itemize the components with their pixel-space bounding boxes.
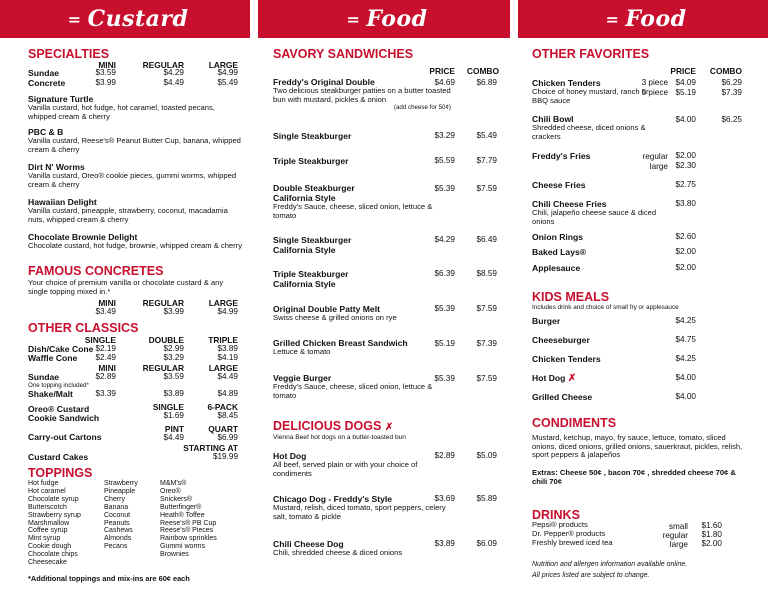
col-header: COMBO — [709, 66, 742, 76]
item-name: Hot Dog ✗ — [532, 373, 577, 384]
price: $3.59 — [163, 372, 184, 381]
menu-item: Chicago Dog - Freddy's Style Mustard, relish, diced tomato, sport peppers, celery salt, tomato & pickle — [273, 494, 446, 521]
price: $4.99 — [217, 68, 238, 77]
price: $1.60 — [701, 521, 722, 530]
item-name: Cheeseburger — [532, 335, 590, 345]
price: $1.69 — [163, 411, 184, 420]
item-name: Carry-out Cartons — [28, 432, 102, 442]
price: $5.49 — [217, 78, 238, 87]
price: $3.69 — [434, 494, 455, 503]
price: $2.75 — [675, 180, 696, 189]
hot-dog-icon: ✗ — [384, 422, 394, 433]
price: $3.80 — [675, 199, 696, 208]
price: $2.00 — [675, 263, 696, 272]
toppings-list: Strawberry Pineapple Cherry Banana Coconut Peanuts Cashews Almonds Pecans — [104, 480, 138, 551]
menu-item: Signature Turtle Vanilla custard, hot fudge, hot caramel, toasted pecans, whipped cream & cherry — [28, 94, 215, 121]
price: $4.69 — [434, 78, 455, 87]
price: $3.99 — [95, 78, 116, 87]
legal-note: Nutrition and allergen information available online. — [532, 561, 688, 568]
combo-price: $7.79 — [476, 156, 497, 165]
price: $8.45 — [217, 411, 238, 420]
combo-price: $6.29 — [721, 78, 742, 87]
banner-title: Custard — [87, 6, 189, 32]
menu-item: Chicken Tenders Choice of honey mustard, ranch or BBQ sauce — [532, 78, 649, 105]
price: $4.49 — [163, 78, 184, 87]
price: $2.89 — [95, 372, 116, 381]
col-header: PRICE — [670, 66, 696, 76]
custard-column — [28, 44, 242, 596]
combo-price: $6.09 — [476, 539, 497, 548]
col-header: STARTING AT — [183, 443, 238, 453]
price: $4.89 — [217, 389, 238, 398]
col-header: TRIPLE — [208, 335, 238, 345]
price: $2.60 — [675, 232, 696, 241]
price: $2.00 — [701, 539, 722, 548]
size-label: 3 piece — [641, 78, 668, 87]
price: $5.19 — [675, 88, 696, 97]
price: $3.59 — [95, 68, 116, 77]
size-label: large — [649, 162, 668, 171]
col-header: MINI — [98, 363, 116, 373]
price: $4.00 — [675, 373, 696, 382]
item-name: Burger — [532, 316, 561, 326]
col-header: SINGLE — [84, 335, 116, 345]
price: $3.29 — [434, 131, 455, 140]
banner-food-right: = Food — [518, 0, 768, 38]
section-title: OTHER FAVORITES — [532, 47, 650, 61]
food-column-middle — [273, 44, 501, 596]
item-name: Chicken Tenders — [532, 354, 601, 364]
price: $2.00 — [675, 247, 696, 256]
combo-price: $7.39 — [721, 88, 742, 97]
item-name: Waffle Cone — [28, 353, 78, 363]
banner-title: Food — [625, 6, 687, 32]
price: $4.29 — [163, 68, 184, 77]
food-column-right — [532, 44, 746, 596]
price: $3.39 — [95, 389, 116, 398]
item-name: Sundae — [28, 68, 60, 78]
col-header: MINI — [98, 298, 116, 308]
price: $6.99 — [217, 433, 238, 442]
menu-item: Hawaiian Delight Vanilla custard, pineapple, strawberry, coconut, macadamia nuts, whipped cream & cherry — [28, 197, 228, 224]
price: $2.49 — [95, 353, 116, 362]
menu-item: Dirt N' Worms Vanilla custard, Oreo® cookie pieces, gummi worms, whipped cream & cherry — [28, 162, 237, 189]
price: $4.99 — [217, 307, 238, 316]
item-name: Shake/Malt — [28, 389, 73, 399]
drink-item: Freshly brewed iced tea — [532, 538, 613, 547]
section-title: TOPPINGS — [28, 466, 93, 480]
section-title: DELICIOUS DOGS ✗ — [273, 419, 394, 433]
menu-item: Single Steakburger California Style — [273, 235, 352, 255]
item-name: Oreo® Custard — [28, 404, 90, 414]
col-header: DOUBLE — [148, 335, 184, 345]
price: $5.19 — [434, 339, 455, 348]
size-label: 5 piece — [641, 88, 668, 97]
section-title: SAVORY SANDWICHES — [273, 47, 414, 61]
price: $2.19 — [95, 344, 116, 353]
item-name: Triple Steakburger — [273, 156, 349, 166]
section-title: CONDIMENTS — [532, 416, 617, 430]
col-header: QUART — [208, 424, 238, 434]
item-name: Cheese Fries — [532, 180, 586, 190]
size-label: small — [668, 522, 688, 531]
section-desc: Includes drink and choice of small fry or applesauce — [532, 304, 679, 311]
combo-price: $7.39 — [476, 339, 497, 348]
combo-price: $5.49 — [476, 131, 497, 140]
item-name: Custard Cakes — [28, 452, 89, 462]
price: $4.09 — [675, 78, 696, 87]
item-name: Applesauce — [532, 263, 581, 273]
col-header: PRICE — [429, 66, 455, 76]
col-header: 6-PACK — [207, 402, 238, 412]
hot-dog-icon: ✗ — [567, 373, 577, 384]
price: $3.99 — [163, 307, 184, 316]
banner-food-middle: = Food — [258, 0, 510, 38]
price: $6.39 — [434, 269, 455, 278]
menu-item: Chocolate Brownie Delight Chocolate custard, hot fudge, brownie, whipped cream & cherry — [28, 232, 243, 250]
menu-item: Chili Cheese Fries Chili, jalapeño cheese sauce & diced onions — [532, 199, 657, 226]
size-label: large — [669, 540, 688, 549]
item-name: Onion Rings — [532, 232, 584, 242]
section-title: SPECIALTIES — [28, 47, 110, 61]
col-header: MINI — [98, 60, 116, 70]
size-label: regular — [642, 152, 668, 161]
price: $3.89 — [163, 389, 184, 398]
price: $19.99 — [212, 452, 238, 461]
toppings-note: *Additional toppings and mix-ins are 60¢ each — [28, 574, 190, 583]
price: $3.89 — [217, 344, 238, 353]
price: $4.29 — [434, 235, 455, 244]
size-label: regular — [662, 531, 688, 540]
item-name: Cookie Sandwich — [28, 413, 100, 423]
price: $4.00 — [675, 115, 696, 124]
col-header: COMBO — [466, 66, 499, 76]
col-header: PINT — [164, 424, 184, 434]
menu-item: Freddy's Original Double Two delicious steakburger patties on a butter toasted bun with mustard, pickles & onion (add cheese for 50¢) — [273, 77, 451, 112]
item-name: Baked Lays® — [532, 247, 587, 257]
price: $2.30 — [675, 161, 696, 170]
item-note: One topping included* — [28, 382, 89, 389]
menu-item: Chili Bowl Shredded cheese, diced onions & crackers — [532, 114, 646, 141]
menu-item: Original Double Patty Melt Swiss cheese & grilled onions on rye — [273, 304, 397, 322]
combo-price: $7.59 — [476, 304, 497, 313]
menu-item: Double Steakburger California Style Freddy's Sauce, cheese, sliced onion, lettuce & tomato — [273, 183, 433, 220]
banner-custard: = Custard — [0, 0, 250, 38]
drink-item: Dr. Pepper® products — [532, 529, 606, 538]
price: $4.25 — [675, 316, 696, 325]
combo-price: $7.59 — [476, 184, 497, 193]
menu-item: Veggie Burger Freddy's Sauce, cheese, sliced onion, lettuce & tomato — [273, 373, 433, 400]
combo-price: $6.25 — [721, 115, 742, 124]
price: $4.49 — [217, 372, 238, 381]
condiments-extras: Extras: Cheese 50¢ , bacon 70¢ , shredded cheese 70¢ & chili 70¢ — [532, 468, 736, 486]
menu-item: Chili Cheese Dog Chili, shredded cheese & diced onions — [273, 539, 403, 557]
price: $5.39 — [434, 184, 455, 193]
price: $2.89 — [434, 451, 455, 460]
drink-item: Pepsi® products — [532, 520, 588, 529]
price: $5.39 — [434, 304, 455, 313]
combo-price: $6.89 — [476, 78, 497, 87]
price: $2.99 — [163, 344, 184, 353]
price: $4.25 — [675, 354, 696, 363]
section-title: OTHER CLASSICS — [28, 321, 139, 335]
item-name: Grilled Cheese — [532, 392, 593, 402]
price: $5.39 — [434, 374, 455, 383]
combo-price: $6.49 — [476, 235, 497, 244]
col-header: SINGLE — [152, 402, 184, 412]
price: $5.59 — [434, 156, 455, 165]
col-header: LARGE — [208, 298, 238, 308]
combo-price: $5.89 — [476, 494, 497, 503]
price: $4.49 — [163, 433, 184, 442]
section-desc: Vienna Beef hot dogs on a butter-toasted bun — [273, 434, 406, 441]
price: $3.29 — [163, 353, 184, 362]
item-name: Single Steakburger — [273, 131, 352, 141]
col-header: REGULAR — [142, 60, 184, 70]
price: $4.19 — [217, 353, 238, 362]
combo-price: $8.59 — [476, 269, 497, 278]
item-name: Sundae — [28, 372, 60, 382]
banner-title: Food — [366, 6, 428, 32]
item-name: Dish/Cake Cone — [28, 344, 94, 354]
price: $4.75 — [675, 335, 696, 344]
price: $1.80 — [701, 530, 722, 539]
col-header: LARGE — [208, 60, 238, 70]
menu-item: Grilled Chicken Breast Sandwich Lettuce & tomato — [273, 338, 408, 356]
toppings-list: M&M's® Oreo® Snickers® Butterfinger® Heath® Toffee Reese's® PB Cup Reese's® Pieces Rainbow sprinkles Gummi worms Brownies — [160, 480, 217, 559]
col-header: LARGE — [208, 363, 238, 373]
section-title: FAMOUS CONCRETES — [28, 264, 164, 278]
section-title: DRINKS — [532, 508, 580, 522]
section-title: KIDS MEALS — [532, 290, 610, 304]
price: $3.89 — [434, 539, 455, 548]
item-name: Concrete — [28, 78, 66, 88]
price: $2.00 — [675, 151, 696, 160]
price: $4.00 — [675, 392, 696, 401]
section-desc: Your choice of premium vanilla or chocolate custard & any single topping mixed in.* — [28, 278, 224, 296]
menu-item: Triple Steakburger California Style — [273, 269, 349, 289]
legal-note: All prices listed are subject to change. — [532, 572, 650, 579]
col-header: REGULAR — [142, 298, 184, 308]
item-name: Freddy's Fries — [532, 151, 591, 161]
menu-item: PBC & B Vanilla custard, Reese's® Peanut Butter Cup, banana, whipped cream & cherry — [28, 127, 241, 154]
toppings-list: Hot fudge Hot caramel Chocolate syrup Butterscotch Strawberry syrup Marshmallow Coffee syrup Mint syrup Cookie dough Chocolate chips Cheesecake — [28, 480, 81, 567]
menu-item: Hot Dog All beef, served plain or with your choice of condiments — [273, 451, 418, 478]
col-header: REGULAR — [142, 363, 184, 373]
condiments-list: Mustard, ketchup, mayo, fry sauce, lettuce, tomato, sliced onions, diced onions, grilled onions, sauerkraut, pickles, relish, sport peppers & jalapeños — [532, 433, 743, 460]
combo-price: $7.59 — [476, 374, 497, 383]
combo-price: $5.09 — [476, 451, 497, 460]
price: $3.49 — [95, 307, 116, 316]
